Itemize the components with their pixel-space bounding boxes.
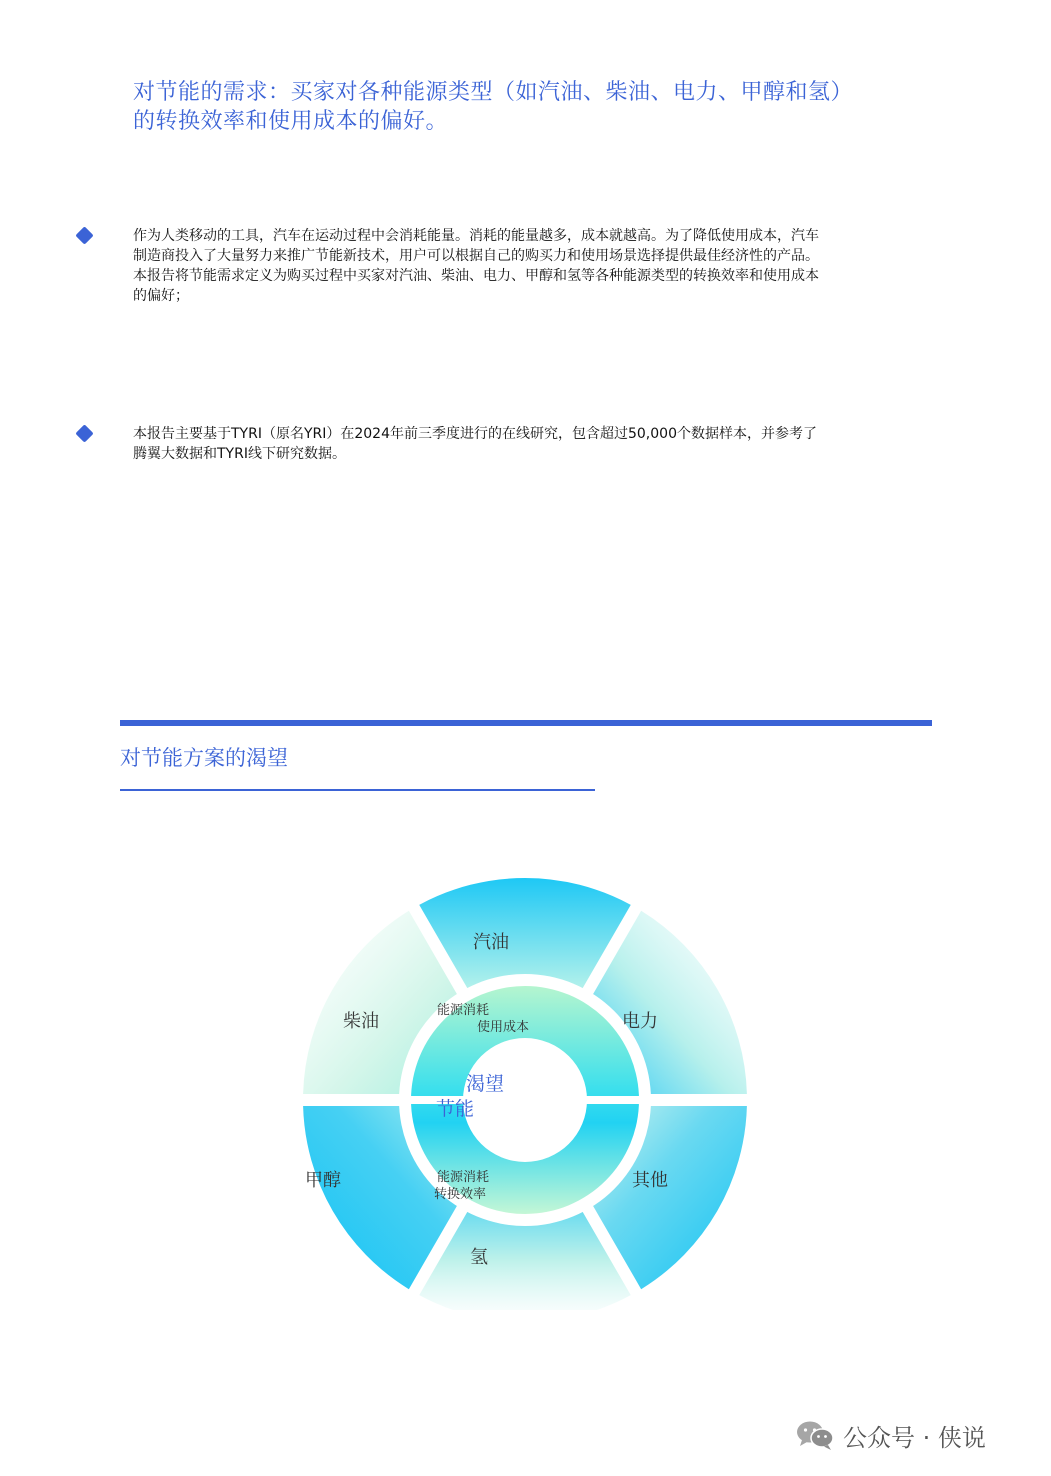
bullet-paragraph-1 (133, 226, 958, 306)
bullet-1-line-2: 制造商投入了大量努力来推广节能新技术，用户可以根据自己的购买力和使用场景选择提供最佳经济性的产品。 (133, 248, 819, 264)
energy-wheel-diagram (290, 870, 760, 1310)
footer-source-text: 公众号 · 侠说 (843, 1423, 986, 1452)
bullet-1-line-1: 作为人类移动的工具，汽车在运动过程中会消耗能量。消耗的能量越多，成本就越高。为了降低使用成本，汽车 (133, 228, 819, 244)
diamond-bullet-icon (75, 226, 93, 244)
page-heading (133, 78, 933, 136)
ring-label-top-2: 使用成本 (476, 1020, 530, 1035)
segment-label-electric: 电力 (622, 1011, 658, 1032)
segment-label-hydrogen: 氢 (470, 1247, 488, 1268)
section-title: 对节能方案的渴望 (120, 746, 288, 770)
center-label-line-1: 渴望 (465, 1073, 505, 1095)
bullet-1-line-4: 的偏好； (133, 288, 189, 304)
wechat-icon (795, 1419, 835, 1451)
bullet-2-line-2: 腾翼大数据和TYRI线下研究数据。 (133, 446, 346, 462)
segment-label-diesel: 柴油 (343, 1011, 379, 1032)
section-divider-bar (120, 720, 932, 726)
footer-watermark (795, 1418, 986, 1452)
segment-label-methanol: 甲醇 (305, 1170, 341, 1191)
segment-label-other: 其他 (632, 1170, 668, 1191)
page-heading-line-1: 对节能的需求：买家对各种能源类型（如汽油、柴油、电力、甲醇和氢） (133, 80, 854, 105)
diamond-bullet-icon (75, 424, 93, 442)
ring-label-top-1: 能源消耗 (436, 1003, 490, 1018)
ring-label-bottom-2: 转换效率 (433, 1187, 487, 1202)
bullet-2-line-1: 本报告主要基于TYRI（原名YRI）在2024年前三季度进行的在线研究，包含超过50,000个数据样本，并参考了 (133, 426, 817, 442)
ring-label-bottom-1: 能源消耗 (436, 1170, 490, 1185)
bullet-1-line-3: 本报告将节能需求定义为购买过程中买家对汽油、柴油、电力、甲醇和氢等各种能源类型的转换效率和使用成本 (133, 268, 819, 284)
bullet-paragraph-2 (133, 424, 958, 464)
segment-label-gasoline: 汽油 (473, 932, 509, 953)
section-title-underline (120, 789, 595, 791)
page-heading-line-2: 的转换效率和使用成本的偏好。 (133, 109, 449, 134)
center-label-line-2: 节能 (435, 1098, 475, 1120)
